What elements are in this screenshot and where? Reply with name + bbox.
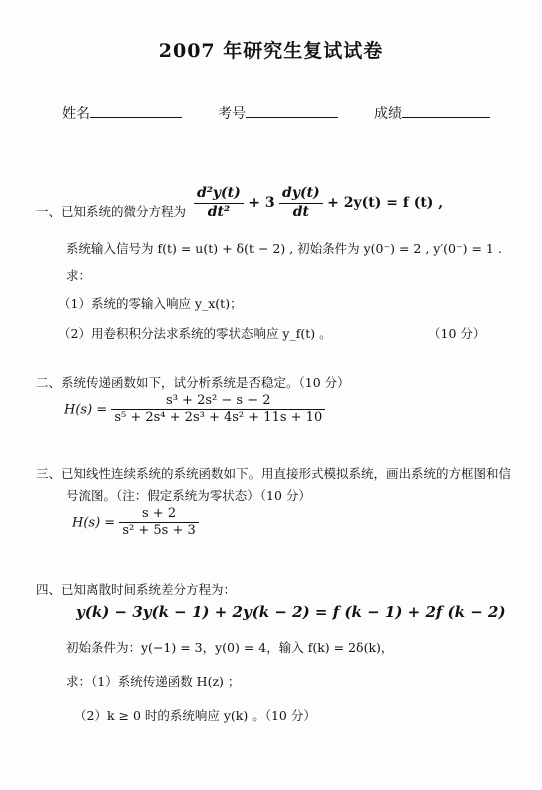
name-field — [62, 103, 182, 123]
q1-eq-mid: + 3 — [248, 195, 275, 211]
q2-transfer-function — [64, 393, 325, 427]
q3-text-line2: 号流图。（注：假定系统为零状态）（10 分） — [66, 488, 311, 503]
q4-initial-conditions: 初始条件为：y(−1) = 3，y(0) = 4，输入 f(k) = 2δ(k)， — [66, 640, 394, 655]
exam-number-blank — [246, 103, 338, 118]
q3-fraction — [119, 506, 198, 540]
q1-prefix: 一、已知系统的微分方程为 — [36, 204, 187, 219]
q3-text-line1: 三、已知线性连续系统的系统函数如下。用直接形式模拟系统，画出系统的方框图和信 — [36, 466, 512, 481]
name-blank — [90, 103, 182, 118]
q1-d2y-fraction — [194, 185, 244, 221]
q3-numerator: s + 2 — [119, 506, 198, 523]
score-label: 成绩 — [374, 106, 402, 122]
q1-part2: （2）用卷积积分法求系统的零状态响应 y_f(t) 。 — [58, 326, 332, 341]
q1-ask: 求： — [66, 268, 92, 283]
q1-part1: （1）系统的零输入响应 y_x(t)； — [58, 296, 243, 311]
q1-dy-num: dy(t) — [279, 185, 323, 204]
q1-d2y-num: d²y(t) — [194, 185, 244, 204]
q2-fraction — [111, 393, 325, 427]
q2-lhs: H(s) = — [64, 402, 108, 418]
exam-title: 2007 年研究生复试试卷 — [158, 40, 384, 62]
q1-dy-fraction — [279, 185, 323, 221]
q3-transfer-function — [72, 506, 199, 540]
exam-number-label: 考号 — [218, 106, 246, 122]
q4-difference-equation: y(k) − 3y(k − 1) + 2y(k − 2) = f (k − 1) + 2f (k − 2) — [76, 603, 506, 621]
name-label: 姓名 — [62, 106, 90, 122]
q4-ask-part1: 求：（1）系统传递函数 H(z) ； — [66, 674, 241, 689]
q2-text: 二、系统传递函数如下，试分析系统是否稳定。（10 分） — [36, 375, 350, 390]
q2-denominator: s⁵ + 2s⁴ + 2s³ + 4s² + 11s + 10 — [114, 410, 323, 426]
q2-numerator: s³ + 2s² − s − 2 — [111, 393, 325, 410]
q1-differential-equation — [194, 185, 443, 221]
q4-ask-part2: （2）k ≥ 0 时的系统响应 y(k) 。（10 分） — [74, 708, 316, 723]
q1-eq-rest: + 2y(t) = f (t) , — [327, 195, 444, 211]
q4-text: 四、已知离散时间系统差分方程为： — [36, 582, 237, 597]
q3-denominator: s² + 5s + 3 — [122, 523, 196, 539]
exam-number-field — [218, 103, 338, 123]
q3-lhs: H(s) = — [72, 515, 116, 531]
score-field — [374, 103, 490, 123]
q1-input-line: 系统输入信号为 f(t) = u(t) + δ(t − 2) , 初始条件为 y(0⁻) = 2 , y′(0⁻) = 1 . — [66, 241, 502, 256]
q1-score: （10 分） — [428, 326, 486, 341]
q1-dy-den: dt — [292, 203, 309, 220]
q1-d2y-den: dt² — [207, 203, 231, 220]
score-blank — [402, 103, 490, 118]
